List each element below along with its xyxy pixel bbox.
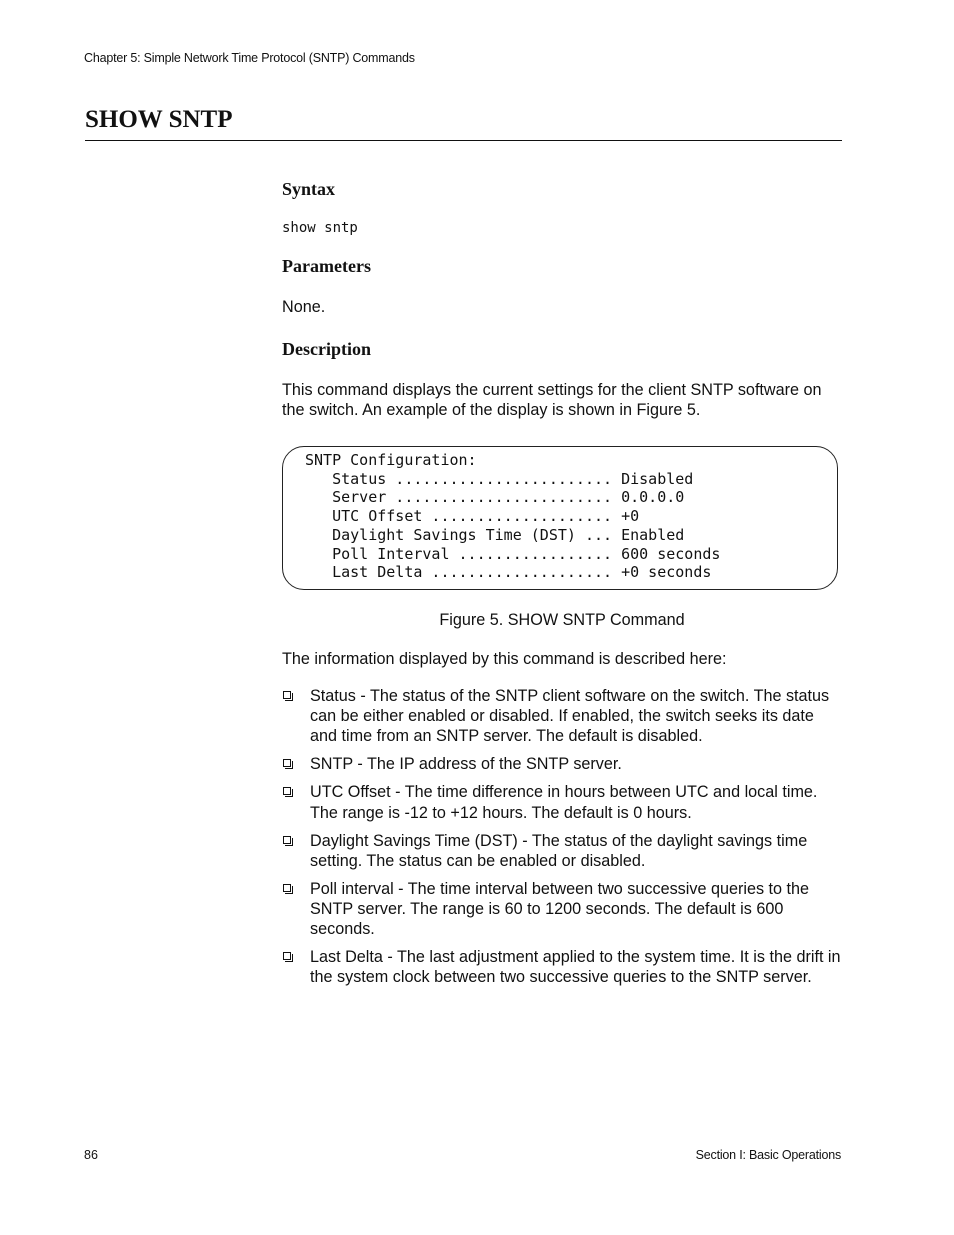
figure-line: Daylight Savings Time (DST) ... Enabled (305, 525, 685, 544)
parameters-text: None. (282, 298, 326, 316)
footer-section: Section I: Basic Operations (695, 1148, 841, 1162)
checkbox-bullet-icon (283, 884, 291, 892)
page-title: SHOW SNTP (85, 106, 233, 133)
list-item (282, 686, 842, 747)
list-item-text: SNTP - The IP address of the SNTP server. (310, 755, 622, 774)
list-item-text: Last Delta - The last adjustment applied to the system time. It is the drift in the system clock between two successive queries to the SNTP server. (310, 948, 841, 987)
page-number: 86 (84, 1148, 98, 1162)
figure-line: Last Delta .................... +0 seconds (305, 563, 712, 582)
syntax-code: show sntp (282, 220, 358, 236)
figure-caption: Figure 5. SHOW SNTP Command (439, 611, 685, 629)
figure-line: UTC Offset .................... +0 (305, 507, 640, 526)
figure-box (282, 446, 838, 590)
list-item-text: Status - The status of the SNTP client software on the switch. The status can be either enabled or disabled. If enabled, the switch seeks its date and time from an SNTP server. The default is disabled. (310, 687, 830, 746)
figure-line: Server ........................ 0.0.0.0 (305, 488, 685, 507)
parameters-heading: Parameters (282, 256, 371, 276)
checkbox-bullet-icon (283, 691, 291, 699)
description-text: This command displays the current settings for the client SNTP software on the switch. An example of the display is shown in Figure 5. (282, 381, 822, 420)
checkbox-bullet-icon (283, 787, 291, 795)
list-item (282, 831, 842, 871)
figure-line: Status ........................ Disabled (305, 469, 694, 488)
list-item-text: Poll interval - The time interval between two successive queries to the SNTP server. The range is 60 to 1200 seconds. The default is 600 seconds. (310, 879, 810, 939)
list-item (282, 879, 842, 940)
info-intro: The information displayed by this command is described here: (282, 650, 727, 668)
list-item (282, 754, 842, 774)
figure-output (305, 451, 720, 582)
syntax-heading: Syntax (282, 179, 336, 199)
list-item-text: UTC Offset - The time difference in hours between UTC and local time. The range is -12 to +12 hours. The default is 0 hours. (310, 783, 818, 822)
figure-line: Poll Interval ................. 600 seconds (305, 544, 721, 563)
description-heading: Description (282, 339, 371, 359)
checkbox-bullet-icon (283, 952, 291, 960)
list-item (282, 947, 842, 987)
running-header: Chapter 5: Simple Network Time Protocol (SNTP) Commands (84, 51, 415, 65)
list-item-text: Daylight Savings Time (DST) - The status of the daylight savings time setting. The status can be enabled or disabled. (310, 831, 808, 870)
figure-line: SNTP Configuration: (305, 451, 477, 469)
checkbox-bullet-icon (283, 759, 291, 767)
list-item (282, 782, 842, 822)
title-rule (85, 140, 842, 141)
checkbox-bullet-icon (283, 836, 291, 844)
bullet-list (282, 686, 842, 995)
